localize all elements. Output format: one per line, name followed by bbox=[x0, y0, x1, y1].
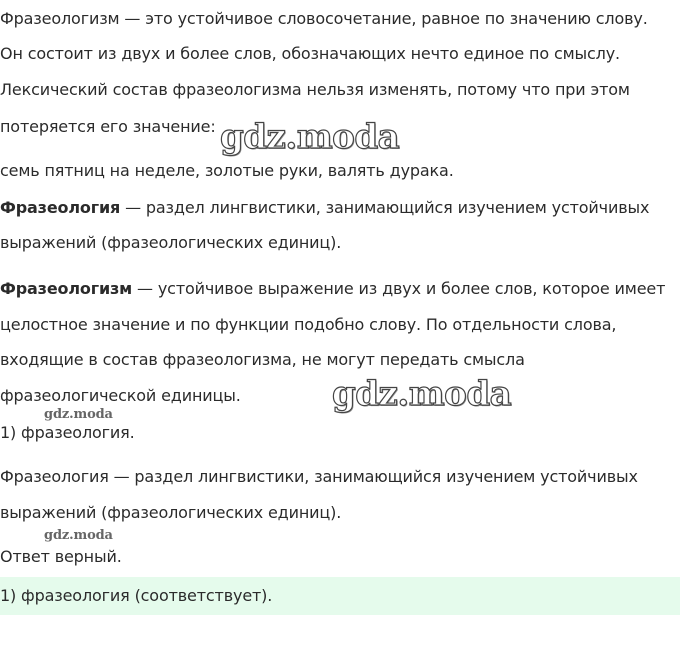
watermark-logo: gdz.moda bbox=[332, 374, 512, 414]
term-phraseologism: Фразеологизм bbox=[0, 279, 133, 298]
watermark-logo: gdz.moda bbox=[220, 117, 400, 157]
text-line: входящие в состав фразеологизма, не могут передать смысла bbox=[0, 350, 525, 369]
definition-text: — устойчивое выражение из двух и более слов, которое имеет bbox=[132, 279, 666, 298]
text-line: выражений (фразеологических единиц). bbox=[0, 503, 342, 522]
definition-line bbox=[0, 197, 649, 219]
text-line: Фразеология — раздел лингвистики, занимающийся изучением устойчивых bbox=[0, 467, 638, 486]
text-line: Он состоит из двух и более слов, обозначающих нечто единое по смыслу. bbox=[0, 44, 620, 63]
text-line: выражений (фразеологических единиц). bbox=[0, 233, 342, 252]
answer-option: 1) фразеология. bbox=[0, 423, 135, 442]
definition-line bbox=[0, 278, 665, 300]
answer-box bbox=[0, 577, 680, 615]
answer-text: 1) фразеология (соответствует). bbox=[0, 586, 273, 605]
verdict-text: Ответ верный. bbox=[0, 547, 122, 566]
watermark-small: gdz.moda bbox=[44, 528, 113, 543]
text-line: семь пятниц на неделе, золотые руки, валять дурака. bbox=[0, 161, 454, 180]
term-phraseology: Фразеология bbox=[0, 198, 121, 217]
text-line: Лексический состав фразеологизма нельзя изменять, потому что при этом bbox=[0, 80, 630, 99]
text-line: потеряется его значение: bbox=[0, 117, 216, 136]
definition-text: — раздел лингвистики, занимающийся изучением устойчивых bbox=[120, 198, 650, 217]
watermark-small: gdz.moda bbox=[44, 407, 113, 422]
text-line: целостное значение и по функции подобно слову. По отдельности слова, bbox=[0, 315, 617, 334]
text-line: фразеологической единицы. bbox=[0, 386, 241, 405]
text-line: Фразеологизм — это устойчивое словосочетание, равное по значению слову. bbox=[0, 9, 648, 28]
